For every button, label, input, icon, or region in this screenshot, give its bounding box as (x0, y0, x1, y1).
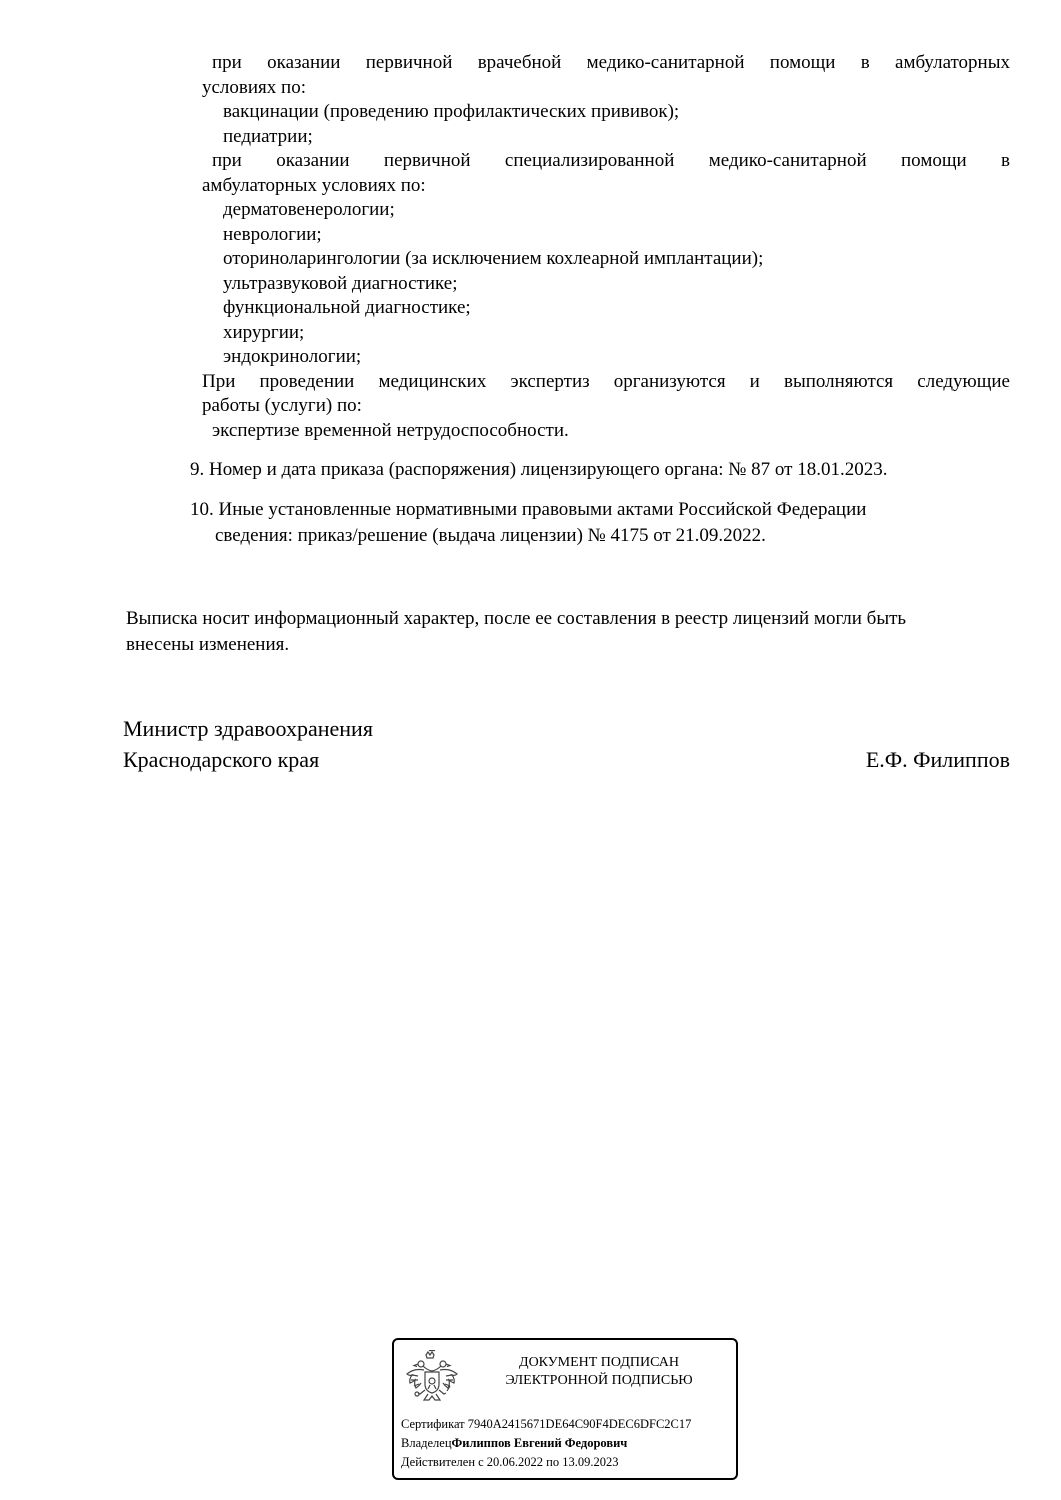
item-10-line2: сведения: приказ/решение (выдача лицензии) № 4175 от 21.09.2022. (215, 525, 766, 546)
signatory-position (123, 713, 373, 775)
item-10 (190, 497, 866, 549)
note-line1: Выписка носит информационный характер, после ее составления в реестр лицензий могли быть (126, 608, 907, 629)
owner-row (401, 1434, 691, 1453)
list-item: экспертизе временной нетрудоспособности. (212, 419, 569, 441)
list-item: неврологии; (223, 223, 322, 245)
item-9: 9. Номер и дата приказа (распоряжения) лицензирующего органа: № 87 от 18.01.2023. (190, 459, 888, 480)
list-item: функциональной диагностике; (223, 297, 471, 318)
specialized-care-intro: при оказании первичной специализированной медико-санитарной помощи в (212, 150, 1010, 171)
activities-block (202, 51, 1010, 443)
owner-label: Владелец (401, 1436, 452, 1450)
list-item: педиатрии; (223, 125, 313, 147)
specialized-care-intro-cont: амбулаторных условиях по: (202, 174, 426, 196)
list-item: оториноларингологии (за исключением кохлеарной имплантации); (223, 248, 764, 269)
stamp-details (401, 1415, 691, 1472)
stamp-title-line2: ЭЛЕКТРОННОЙ ПОДПИСЬЮ (505, 1373, 693, 1388)
list-item: вакцинации (проведению профилактических прививок); (223, 101, 680, 122)
informational-note (126, 606, 1016, 658)
note-line2: внесены изменения. (126, 634, 290, 655)
double-headed-eagle-icon (404, 1350, 460, 1408)
item-10-line1: 10. Иные установленные нормативными правовыми актами Российской Федерации (190, 499, 867, 520)
primary-care-intro-cont: условиях по: (202, 76, 306, 98)
position-line2: Краснодарского края (123, 747, 320, 772)
list-item: дерматовенерологии; (223, 199, 395, 220)
expertise-intro: При проведении медицинских экспертиз организуются и выполняются следующие (202, 370, 1010, 392)
expertise-intro-cont: работы (услуги) по: (202, 395, 362, 416)
validity-row: Действителен с 20.06.2022 по 13.09.2023 (401, 1455, 619, 1469)
stamp-title-line1: ДОКУМЕНТ ПОДПИСАН (519, 1355, 679, 1370)
certificate-label: Сертификат (401, 1417, 465, 1431)
owner-value: Филиппов Евгений Федорович (451, 1436, 628, 1450)
stamp-title (474, 1354, 724, 1390)
primary-care-intro: при оказании первичной врачебной медико-санитарной помощи в амбулаторных (212, 52, 1010, 73)
list-item: эндокринологии; (223, 346, 362, 367)
certificate-row (401, 1415, 691, 1434)
e-signature-stamp (392, 1338, 738, 1480)
list-item: хирургии; (223, 321, 305, 343)
signatory-name: Е.Ф. Филиппов (865, 747, 1010, 772)
position-line1: Министр здравоохранения (123, 716, 373, 741)
certificate-value: 7940A2415671DE64C90F4DEC6DFC2C17 (467, 1417, 692, 1431)
list-item: ультразвуковой диагностике; (223, 272, 458, 294)
